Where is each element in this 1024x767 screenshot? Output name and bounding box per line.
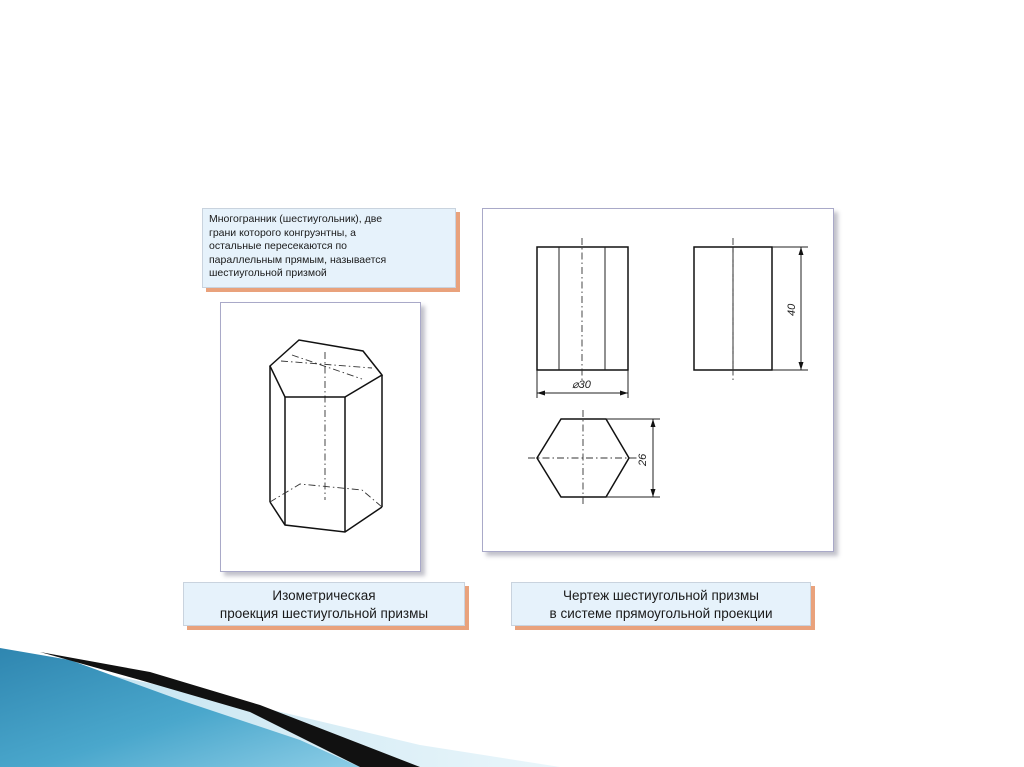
definition-line: Многогранник (шестиугольник), две — [209, 213, 383, 225]
definition-line: грани которого конгруэнтны, а — [209, 226, 356, 239]
caption-line: Изометрическая — [272, 588, 376, 603]
definition-line: остальные пересекаются по — [209, 240, 347, 252]
wave-blue — [0, 648, 360, 767]
caption-line: Чертеж шестиугольной призмы — [563, 588, 759, 603]
caption-line: в системе прямоугольной проекции — [549, 606, 773, 621]
height-label: 40 — [786, 303, 798, 316]
definition-line: параллельным прямым, называется — [209, 253, 387, 266]
flats-label: 26 — [637, 453, 649, 466]
caption-line: проекция шестиугольной призмы — [219, 606, 429, 621]
definition-line: шестиугольной призмой — [209, 267, 327, 279]
diameter-label: ⌀30 — [572, 379, 591, 391]
